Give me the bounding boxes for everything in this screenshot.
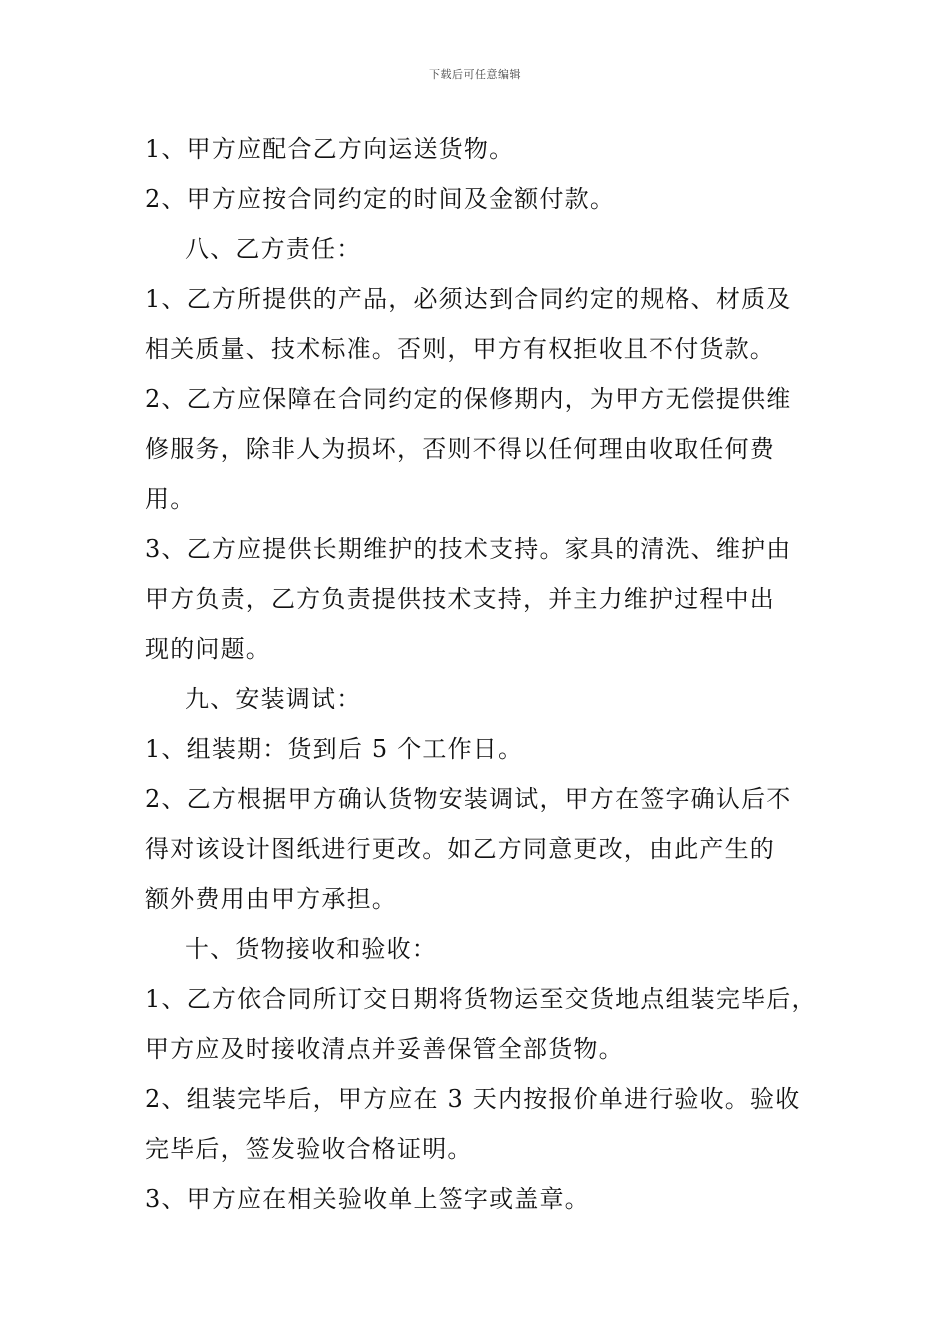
- paragraph-line: 修服务，除非人为损坏，否则不得以任何理由收取任何费: [145, 435, 775, 463]
- paragraph-line: 1、乙方依合同所订交日期将货物运至交货地点组装完毕后，: [145, 985, 817, 1013]
- header-note: 下载后可任意编辑: [429, 68, 521, 81]
- paragraph-line: 2、乙方应保障在合同约定的保修期内，为甲方无偿提供维: [145, 385, 792, 413]
- paragraph-line: 用。: [145, 485, 196, 513]
- paragraph-line: 得对该设计图纸进行更改。如乙方同意更改，由此产生的: [145, 835, 775, 863]
- paragraph-line: 2、乙方根据甲方确认货物安装调试，甲方在签字确认后不: [145, 785, 792, 813]
- paragraph-line: 额外费用由甲方承担。: [145, 885, 397, 913]
- paragraph-line: 相关质量、技术标准。否则，甲方有权拒收且不付货款。: [145, 335, 775, 363]
- paragraph-line: 1、甲方应配合乙方向运送货物。: [145, 135, 515, 163]
- paragraph-line: 1、乙方所提供的产品，必须达到合同约定的规格、材质及: [145, 285, 792, 313]
- paragraph-line: 3、乙方应提供长期维护的技术支持。家具的清洗、维护由: [145, 535, 792, 563]
- paragraph-line: 现的问题。: [145, 635, 271, 663]
- paragraph-line: 1、组装期：货到后 5 个工作日。: [145, 735, 524, 763]
- paragraph-line: 完毕后，签发验收合格证明。: [145, 1135, 473, 1163]
- paragraph-line: 2、甲方应按合同约定的时间及金额付款。: [145, 185, 616, 213]
- paragraph-line: 甲方负责，乙方负责提供技术支持，并主力维护过程中出: [145, 585, 775, 613]
- section-heading: 九、安装调试：: [185, 685, 362, 713]
- paragraph-line: 2、组装完毕后，甲方应在 3 天内按报价单进行验收。验收: [145, 1085, 801, 1113]
- section-heading: 八、乙方责任：: [185, 235, 362, 263]
- section-heading: 十、货物接收和验收：: [185, 935, 437, 963]
- paragraph-line: 甲方应及时接收清点并妥善保管全部货物。: [145, 1035, 624, 1063]
- paragraph-line: 3、甲方应在相关验收单上签字或盖章。: [145, 1185, 590, 1213]
- document-body: [145, 124, 820, 1224]
